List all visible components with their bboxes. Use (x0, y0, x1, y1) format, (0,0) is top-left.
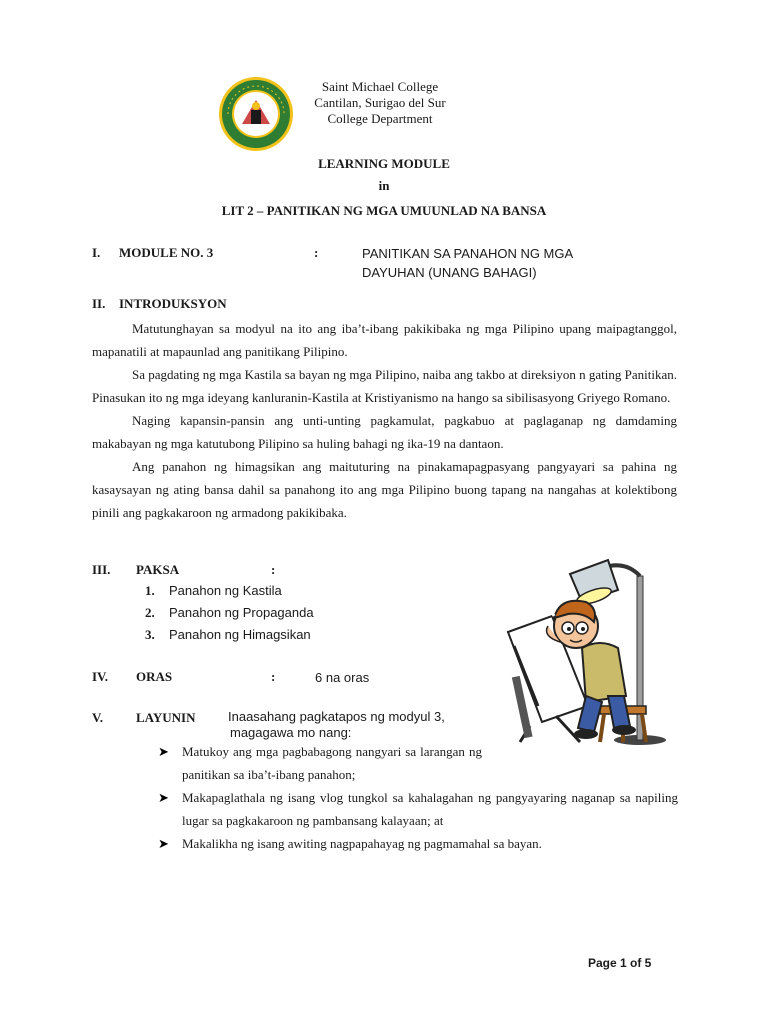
module-title-block (0, 153, 768, 222)
college-name: Saint Michael College (321, 79, 439, 94)
college-address: Cantilan, Surigao del Sur (314, 95, 446, 110)
paragraph: Sa pagdating ng mga Kastila sa bayan ng mga Pilipino, naiba ang takbo at direksiyon n gating Panitikan. Pinasukan ito ng mga ideyang kanluranin-Kastila at Kristiyanismo na hango sa sibilisasyong Griyego Romano. (92, 367, 677, 405)
module-topic (362, 244, 642, 282)
college-name-block (300, 79, 460, 127)
section-numeral: III. (92, 562, 111, 577)
section-label: INTRODUKSYON (119, 296, 227, 311)
paragraph: Ang panahon ng himagsikan ang maituturing na pinakamapagpasyang pangyayari sa pahina ng kasaysayan ng ating bansa dahil sa panahong ito ang mga Pilipino buong tapang na nangahas at kolektibong pinili ang pagkakaroon ng armadong pakikibaka. (92, 459, 677, 520)
page-number: Page 1 of 5 (588, 956, 652, 970)
section-label: ORAS (136, 669, 173, 684)
module-topic-line: PANITIKAN SA PANAHON NG MGA (362, 246, 574, 261)
module-title: LEARNING MODULE (318, 156, 450, 171)
objective-item (158, 786, 678, 832)
paragraph: Matutunghayan sa modyul na ito ang iba’t-ibang pakikibaka ng mga Pilipino upang maipagtanggol, mapanatili at mapaunlad ang panitikang Pilipino. (92, 321, 677, 359)
objective-text: Makalikha ng isang awiting nagpapahayag ng pagmamahal sa bayan. (182, 836, 542, 851)
list-item (145, 602, 314, 624)
section-numeral: V. (92, 710, 103, 725)
section-colon: : (271, 562, 276, 577)
objective-item (158, 832, 678, 855)
list-text: Panahon ng Himagsikan (169, 627, 311, 642)
objectives-intro (228, 709, 445, 741)
list-number: 2. (145, 605, 155, 620)
college-department: College Department (327, 111, 433, 126)
list-item (145, 624, 314, 646)
arrow-bullet-icon: ➤ (158, 836, 169, 851)
section-label: MODULE NO. 3 (119, 245, 214, 260)
objectives-intro-line: magagawa mo nang: (230, 725, 352, 740)
objectives-list (158, 786, 678, 855)
list-item (145, 580, 314, 602)
time-value: 6 na oras (315, 670, 370, 685)
arrow-bullet-icon: ➤ (158, 790, 169, 805)
objective-item (158, 740, 482, 786)
objective-text: Matukoy ang mga pagbabagong nangyari sa larangan ng panitikan sa iba’t-ibang panahon; (182, 744, 482, 782)
course-title: LIT 2 – PANITIKAN NG MGA UMUUNLAD NA BANSA (221, 203, 547, 218)
list-number: 1. (145, 583, 155, 598)
list-text: Panahon ng Kastila (169, 583, 282, 598)
objectives-list (158, 740, 482, 786)
section-numeral: I. (92, 245, 101, 260)
module-topic-line: DAYUHAN (UNANG BAHAGI) (362, 265, 537, 280)
topic-list (145, 580, 314, 646)
paragraph: Naging kapansin-pansin ang unti-unting pagkamulat, pagkabuo at paglaganap ng damdaming makabayan ng mga katutubong Pilipino sa huling bahagi ng ika-19 na dantaon. (92, 413, 677, 451)
section-label: PAKSA (136, 562, 180, 577)
module-title-in: in (378, 178, 390, 193)
introduction-body (92, 317, 677, 524)
section-label: LAYUNIN (136, 710, 196, 725)
college-seal-icon (218, 76, 294, 152)
objective-text: Makapaglathala ng isang vlog tungkol sa kahalagahan ng pangyayaring naganap sa napiling lugar sa pagkakaroon ng pambansang kalayaan; at (182, 790, 678, 828)
section-numeral: II. (92, 296, 106, 311)
section-colon: : (271, 669, 276, 684)
student-at-drafting-table-icon (490, 556, 690, 746)
section-colon: : (314, 245, 319, 260)
list-number: 3. (145, 627, 155, 642)
section-numeral: IV. (92, 669, 109, 684)
list-text: Panahon ng Propaganda (169, 605, 314, 620)
arrow-bullet-icon: ➤ (158, 744, 169, 759)
objectives-intro-line: Inaasahang pagkatapos ng modyul 3, (228, 709, 445, 724)
